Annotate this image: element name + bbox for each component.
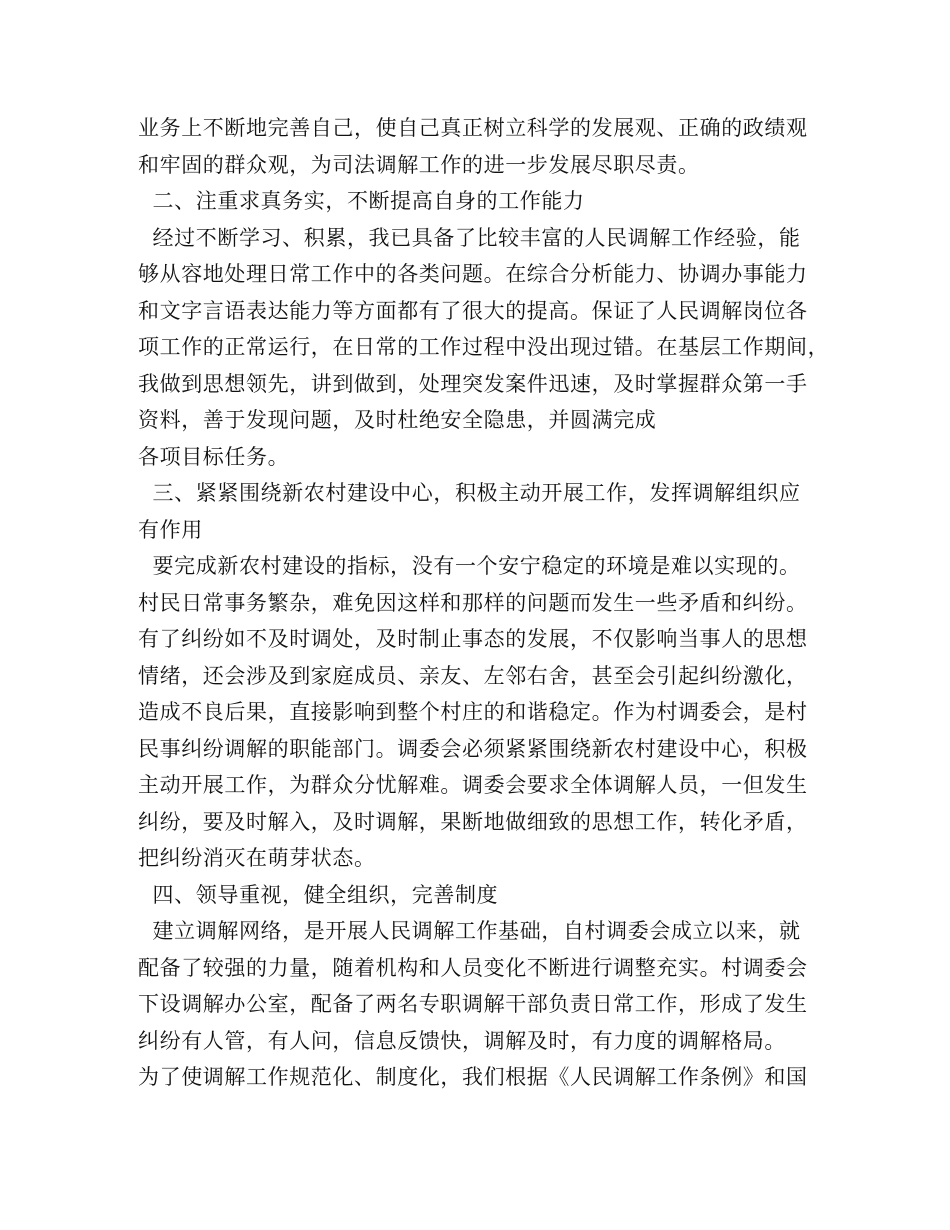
text-line: 够从容地处理日常工作中的各类问题。在综合分析能力、协调办事能力 <box>138 262 808 286</box>
document-body <box>138 110 828 1096</box>
text-line: 村民日常事务繁杂，难免因这样和那样的问题而发生一些矛盾和纠纷。 <box>138 590 808 615</box>
text-line: 和文字言语表达能力等方面都有了很大的提高。保证了人民调解岗位各 <box>138 298 808 323</box>
text-line: 项工作的正常运行，在日常的工作过程中没出现过错。在基层工作期间， <box>138 335 830 359</box>
text-line: 纠纷，要及时解入，及时调解，果断地做细致的思想工作，转化矛盾， <box>138 809 808 834</box>
section-heading: 二、注重求真务实，不断提高自身的工作能力 <box>138 189 585 213</box>
text-line: 情绪，还会涉及到家庭成员、亲友、左邻右舍，甚至会引起纠纷激化， <box>138 663 808 688</box>
text-line: 配备了较强的力量，随着机构和人员变化不断进行调整充实。村调委会 <box>138 955 808 980</box>
text-line: 我做到思想领先，讲到做到，处理突发案件迅速，及时掌握群众第一手 <box>138 371 808 396</box>
section-heading: 三、紧紧围绕新农村建设中心，积极主动开展工作，发挥调解组织应 <box>138 481 801 505</box>
section-heading: 有作用 <box>138 517 203 542</box>
text-line: 有了纠纷如不及时调处，及时制止事态的发展，不仅影响当事人的思想 <box>138 627 808 651</box>
section-heading: 四、领导重视，健全组织，完善制度 <box>138 882 499 907</box>
text-line: 和牢固的群众观，为司法调解工作的进一步发展尽职尽责。 <box>138 152 700 177</box>
text-line: 为了使调解工作规范化、制度化，我们根据《人民调解工作条例》和国 <box>138 1065 808 1089</box>
text-line: 纠纷有人管，有人问，信息反馈快，调解及时，有力度的调解格局。 <box>138 1028 786 1053</box>
text-line: 下设调解办公室，配备了两名专职调解干部负责日常工作，形成了发生 <box>138 992 808 1016</box>
text-line: 把纠纷消灭在萌芽状态。 <box>138 846 376 870</box>
text-line: 要完成新农村建设的指标，没有一个安宁稳定的环境是难以实现的。 <box>138 554 801 578</box>
text-line: 主动开展工作，为群众分忧解难。调委会要求全体调解人员，一但发生 <box>138 773 808 797</box>
text-line: 业务上不断地完善自己，使自己真正树立科学的发展观、正确的政绩观 <box>138 116 808 140</box>
text-line: 经过不断学习、积累，我已具备了比较丰富的人民调解工作经验，能 <box>138 225 801 250</box>
text-line: 资料，善于发现问题，及时杜绝安全隐患，并圆满完成 <box>138 408 657 432</box>
text-line: 民事纠纷调解的职能部门。调委会必须紧紧围绕新农村建设中心，积极 <box>138 736 808 761</box>
text-line: 各项目标任务。 <box>138 444 290 469</box>
text-line: 建立调解网络，是开展人民调解工作基础，自村调委会成立以来，就 <box>138 919 801 943</box>
text-line: 造成不良后果，直接影响到整个村庄的和谐稳定。作为村调委会，是村 <box>138 700 808 724</box>
